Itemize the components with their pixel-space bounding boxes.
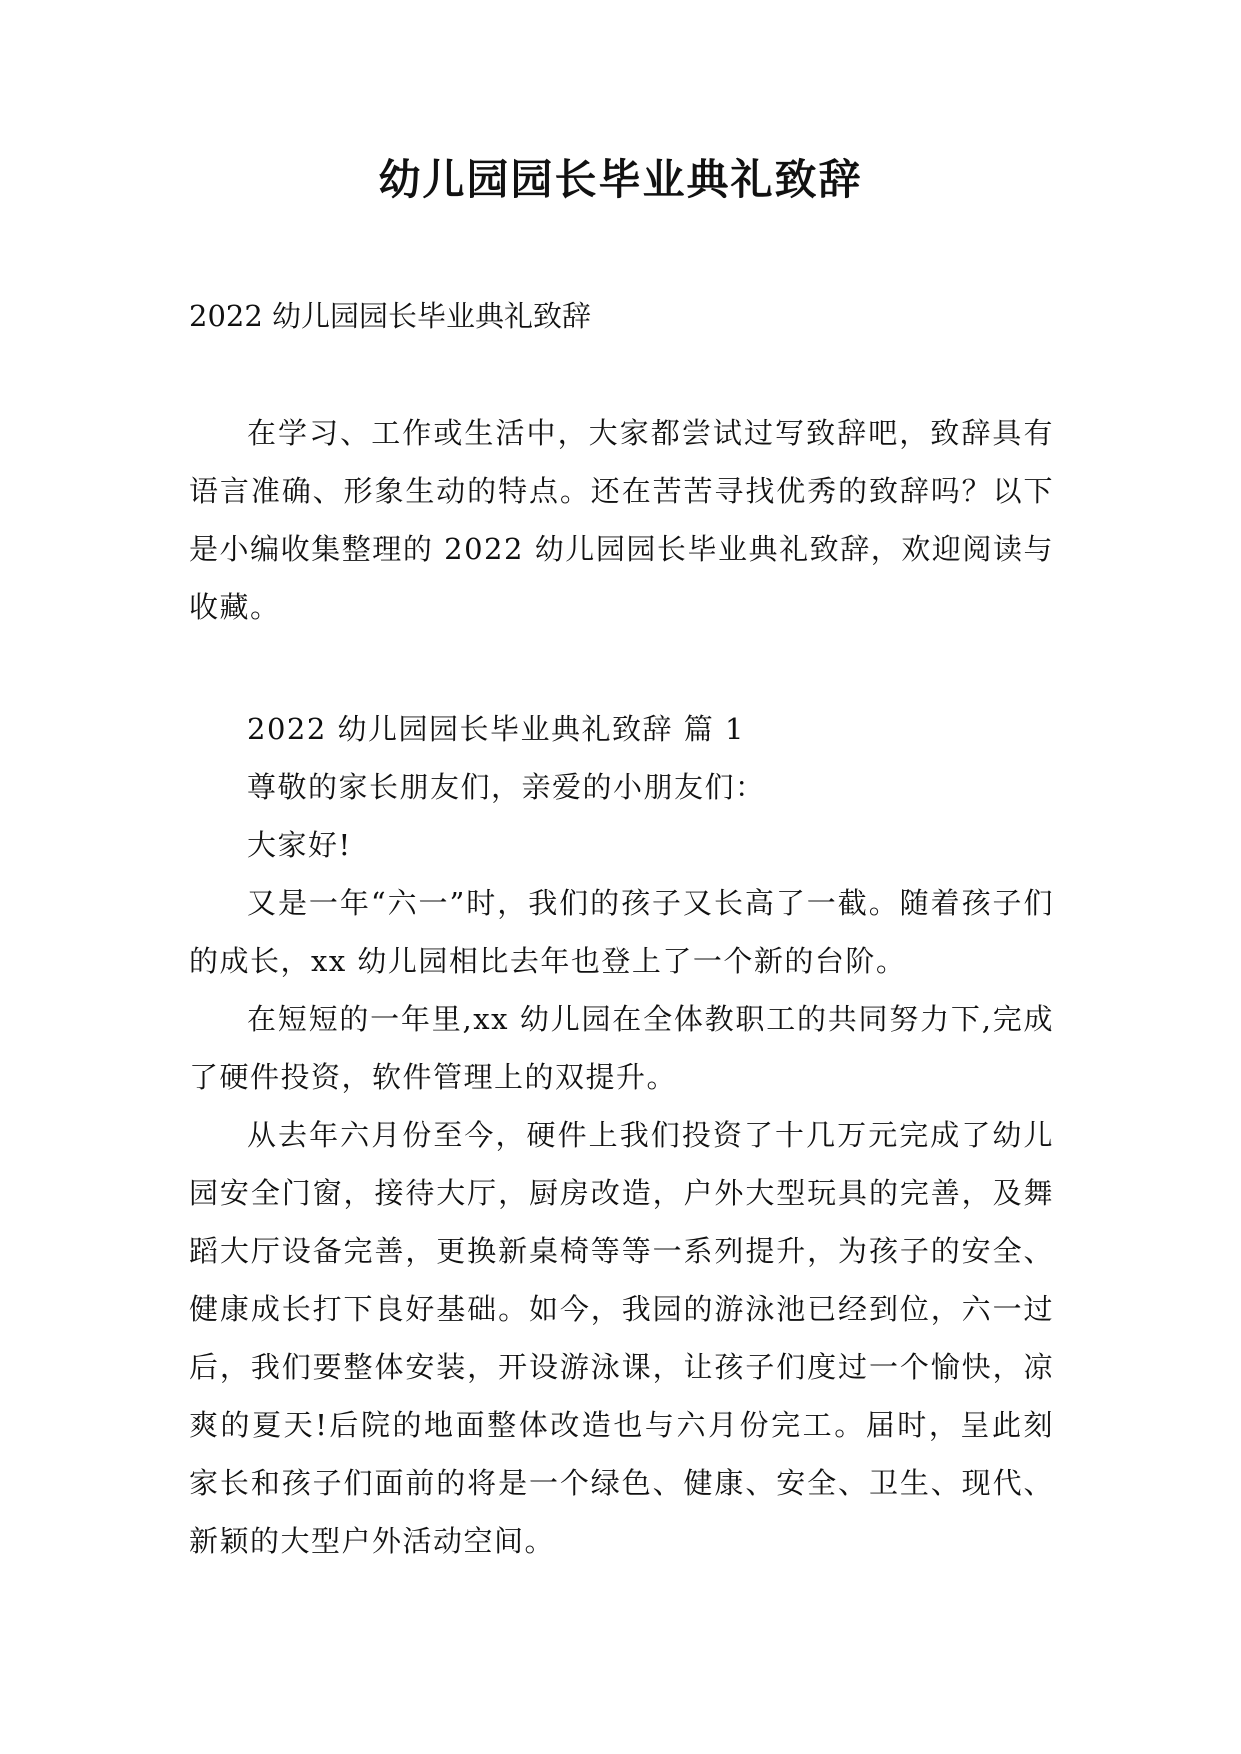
body-paragraph: 又是一年“六一”时，我们的孩子又长高了一截。随着孩子们的成长，xx 幼儿园相比去年也登上了一个新的台阶。 — [189, 886, 1054, 978]
body-paragraph: 在短短的一年里,xx 幼儿园在全体教职工的共同努力下,完成了硬件投资，软件管理上的双提升。 — [189, 1002, 1054, 1094]
greeting-paragraph: 大家好! — [247, 828, 352, 862]
main-section — [189, 700, 1054, 1570]
intro-paragraph: 在学习、工作或生活中，大家都尝试过写致辞吧，致辞具有语言准确、形象生动的特点。还在苦苦寻找优秀的致辞吗？以下是小编收集整理的 2022 幼儿园园长毕业典礼致辞，欢迎阅读与收藏。 — [189, 416, 1054, 624]
document-title: 幼儿园园长毕业典礼致辞 — [378, 155, 863, 204]
intro-section — [189, 404, 1054, 636]
body-paragraph: 从去年六月份至今，硬件上我们投资了十几万元完成了幼儿园安全门窗，接待大厅，厨房改造，户外大型玩具的完善，及舞蹈大厅设备完善，更换新桌椅等等一系列提升，为孩子的安全、健康成长打下良好基础。如今，我园的游泳池已经到位，六一过后，我们要整体安装，开设游泳课，让孩子们度过一个愉快，凉爽的夏天!后院的地面整体改造也与六月份完工。届时，呈此刻家长和孩子们面前的将是一个绿色、健康、安全、卫生、现代、新颖的大型户外活动空间。 — [189, 1118, 1054, 1558]
section-heading: 2022 幼儿园园长毕业典礼致辞 篇 1 — [247, 712, 745, 746]
document-subtitle: 2022 幼儿园园长毕业典礼致辞 — [189, 299, 592, 333]
salutation-paragraph: 尊敬的家长朋友们，亲爱的小朋友们： — [247, 770, 766, 804]
